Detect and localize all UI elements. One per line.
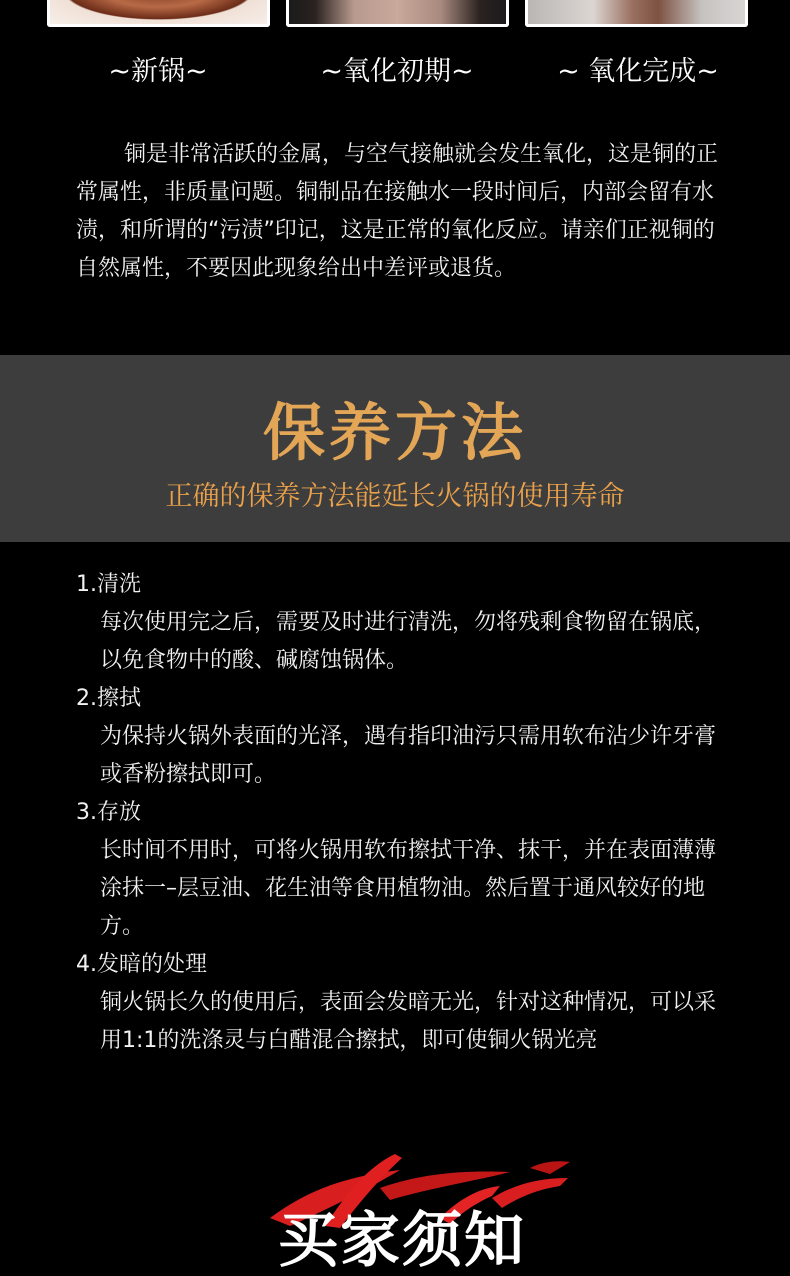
step-body-wiping: 为保持火锅外表面的光泽，遇有指印油污只需用软布沾少许牙膏或香粉擦拭即可。 [100, 724, 717, 787]
care-method-subtitle: 正确的保养方法能延长火锅的使用寿命 [165, 481, 625, 512]
care-step [76, 794, 736, 946]
step-body-cleaning: 每次使用完之后，需要及时进行清洗，勿将残剩食物留在锅底，以免食物中的酸、碱腐蚀锅体。 [100, 610, 717, 673]
care-steps-list [76, 566, 736, 1060]
oxidation-notice-text: 铜是非常活跃的金属，与空气接触就会发生氧化，这是铜的正常属性，非质量问题。铜制品在接触水一段时间后，内部会留有水渍，和所谓的“污渍”印记，这是正常的氧化反应。请亲们正视铜的自然属性，不要因此现象给出中差评或退货。 [76, 142, 719, 281]
care-method-banner [0, 355, 790, 542]
complete-oxidation-photo [525, 0, 748, 27]
step-title-cleaning: 1.清洗 [76, 572, 141, 597]
oxidation-notice [76, 136, 726, 288]
care-method-title: 保养方法 [262, 396, 527, 469]
new-pot-photo [47, 0, 270, 27]
stage-label-complete-oxidation: ~ 氧化完成~ [557, 56, 719, 87]
oxidation-stage-photos [0, 0, 790, 30]
care-step [76, 946, 736, 1060]
early-oxidation-photo [286, 0, 509, 27]
care-step [76, 566, 736, 680]
step-title-tarnish: 4.发暗的处理 [76, 952, 207, 977]
stage-label-early-oxidation: ~氧化初期~ [320, 56, 474, 87]
stage-label-new: ~新锅~ [108, 56, 208, 87]
step-body-tarnish: 铜火锅长久的使用后，表面会发暗无光，针对这种情况，可以采用1:1的洗涤灵与白醋混合擦拭，即可使铜火锅光亮 [100, 990, 717, 1053]
care-step [76, 680, 736, 794]
step-title-wiping: 2.擦拭 [76, 686, 141, 711]
buyer-notice-logo [230, 1148, 590, 1276]
buyer-notice-title: 买家须知 [278, 1206, 526, 1276]
step-body-storage: 长时间不用时，可将火锅用软布擦拭干净、抹干，并在表面薄薄涂抹一–层豆油、花生油等食用植物油。然后置于通风较好的地方。 [100, 838, 717, 939]
step-title-storage: 3.存放 [76, 800, 141, 825]
